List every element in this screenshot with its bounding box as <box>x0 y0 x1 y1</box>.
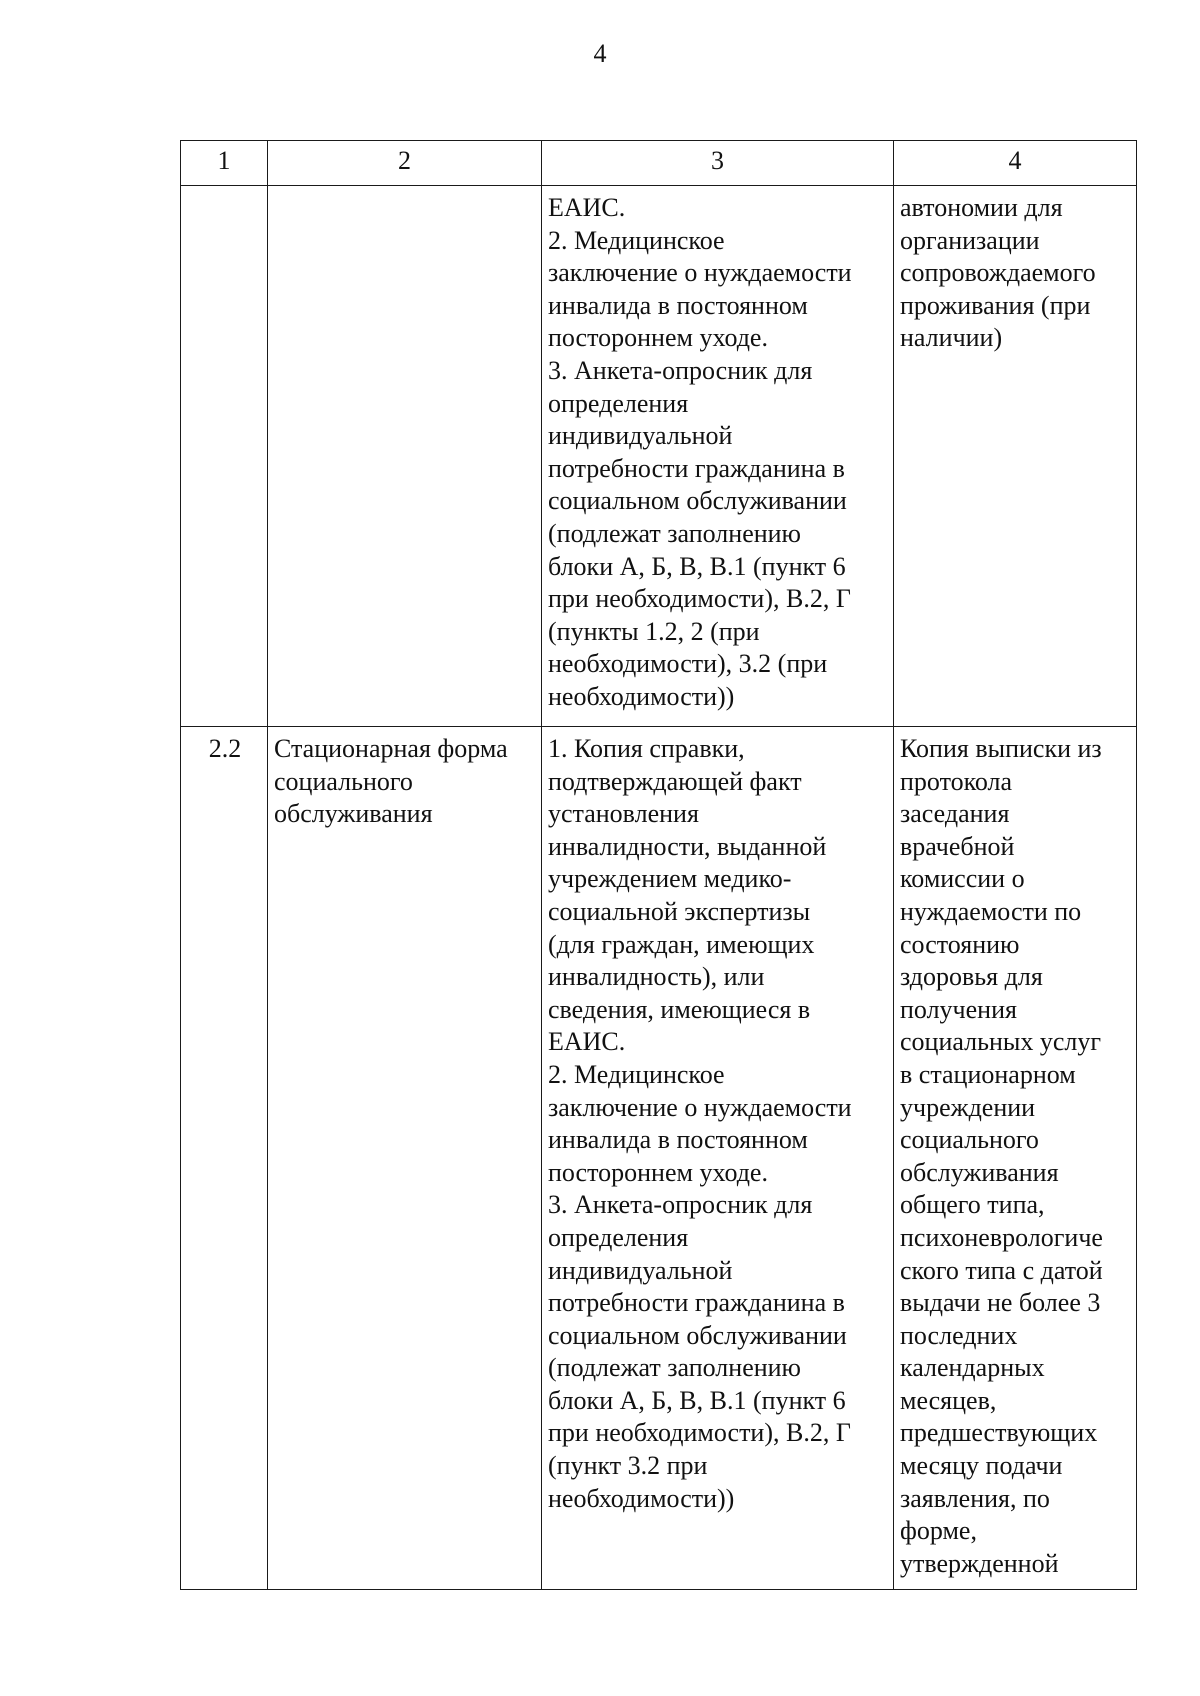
text-line: индивидуальной <box>548 421 733 451</box>
text-line: потребности гражданина в <box>548 453 845 483</box>
text-line: наличии) <box>900 323 1003 353</box>
text-line: инвалидность), или <box>548 962 765 992</box>
header-row <box>181 141 1137 186</box>
text-line: протокола <box>900 766 1013 796</box>
text-line: заявления, по <box>900 1483 1050 1513</box>
column-header-1: 1 <box>181 141 268 186</box>
text-line: проживания (при <box>900 290 1091 320</box>
text-line: 2. Медицинское <box>548 1059 725 1089</box>
additional-documents-cell <box>894 186 1137 727</box>
text-line: получения <box>900 994 1017 1024</box>
text-line: здоровья для <box>900 962 1043 992</box>
text-line: выдачи не более 3 <box>900 1288 1101 1318</box>
text-line: блоки А, Б, В, В.1 (пункт 6 <box>548 551 846 581</box>
text-line: потребности гражданина в <box>548 1288 845 1318</box>
text-line: инвалида в постоянном <box>548 1125 808 1155</box>
text-line: общего типа, <box>900 1190 1045 1220</box>
service-form-cell <box>268 727 542 1590</box>
text-line: состоянию <box>900 929 1020 959</box>
text-line: 3. Анкета-опросник для <box>548 355 813 385</box>
text-line: социального <box>274 766 413 796</box>
text-line: подтверждающей факт <box>548 766 802 796</box>
text-line: установления <box>548 799 699 829</box>
text-line: организации <box>900 225 1040 255</box>
text-line: при необходимости), В.2, Г <box>548 584 851 614</box>
text-line: обслуживания <box>274 799 433 829</box>
text-line: месяцу подачи <box>900 1451 1063 1481</box>
text-line: форме, <box>900 1516 977 1546</box>
text-line: 1. Копия справки, <box>548 734 745 763</box>
table-row <box>181 186 1137 727</box>
text-line: социального <box>900 1125 1039 1155</box>
text-line: учреждении <box>900 1092 1036 1122</box>
column-header-2: 2 <box>268 141 542 186</box>
text-line: социальных услуг <box>900 1027 1102 1057</box>
text-line: автономии для <box>900 193 1063 222</box>
text-line: учреждением медико- <box>548 864 792 894</box>
text-line: сведения, имеющиеся в <box>548 994 811 1024</box>
text-line: заседания <box>900 799 1010 829</box>
text-line: психоневрологиче <box>900 1222 1103 1252</box>
text-line: инвалида в постоянном <box>548 290 808 320</box>
text-line: инвалидности, выданной <box>548 831 827 861</box>
text-line: обслуживания <box>900 1157 1059 1187</box>
text-line: месяцев, <box>900 1385 997 1415</box>
text-line: социальном обслуживании <box>548 486 847 516</box>
row-number-cell: 2.2 <box>181 727 268 1590</box>
text-line: врачебной <box>900 831 1015 861</box>
text-line: ского типа с датой <box>900 1255 1103 1285</box>
column-header-3: 3 <box>542 141 894 186</box>
text-line: постороннем уходе. <box>548 323 768 353</box>
page-number: 4 <box>593 39 607 68</box>
text-line: заключение о нуждаемости <box>548 1092 852 1122</box>
text-line: Копия выписки из <box>900 734 1102 763</box>
text-line: Стационарная форма <box>274 734 508 763</box>
text-line: (подлежат заполнению <box>548 518 801 548</box>
text-line: необходимости), 3.2 (при <box>548 649 828 679</box>
text-line: (пункты 1.2, 2 (при <box>548 616 760 646</box>
required-documents-cell <box>542 186 894 727</box>
text-line: заключение о нуждаемости <box>548 258 852 288</box>
text-line: сопровождаемого <box>900 258 1096 288</box>
text-line: социальном обслуживании <box>548 1320 847 1350</box>
text-line: комиссии о <box>900 864 1025 894</box>
column-header-4: 4 <box>894 141 1137 186</box>
text-line: (пункт 3.2 при <box>548 1451 708 1481</box>
text-line: необходимости)) <box>548 681 735 711</box>
table-row <box>181 727 1137 1590</box>
text-line: индивидуальной <box>548 1255 733 1285</box>
text-line: предшествующих <box>900 1418 1098 1448</box>
required-documents-cell <box>542 727 894 1590</box>
text-line: утвержденной <box>900 1548 1059 1578</box>
text-line: последних <box>900 1320 1018 1350</box>
text-line: определения <box>548 388 689 418</box>
text-line: ЕАИС. <box>548 193 626 222</box>
text-line: (подлежат заполнению <box>548 1353 801 1383</box>
text-line: социальной экспертизы <box>548 896 811 926</box>
service-form-cell <box>268 186 542 727</box>
text-line: 3. Анкета-опросник для <box>548 1190 813 1220</box>
text-line: (для граждан, имеющих <box>548 929 815 959</box>
row-number-cell <box>181 186 268 727</box>
text-line: календарных <box>900 1353 1045 1383</box>
text-line: блоки А, Б, В, В.1 (пункт 6 <box>548 1385 846 1415</box>
text-line: нуждаемости по <box>900 896 1082 926</box>
text-line: ЕАИС. <box>548 1027 626 1057</box>
text-line: необходимости)) <box>548 1483 735 1513</box>
text-line: определения <box>548 1222 689 1252</box>
text-line: постороннем уходе. <box>548 1157 768 1187</box>
text-line: при необходимости), В.2, Г <box>548 1418 851 1448</box>
documents-table <box>180 140 1137 1590</box>
additional-documents-cell <box>894 727 1137 1590</box>
text-line: 2. Медицинское <box>548 225 725 255</box>
text-line: в стационарном <box>900 1059 1076 1089</box>
